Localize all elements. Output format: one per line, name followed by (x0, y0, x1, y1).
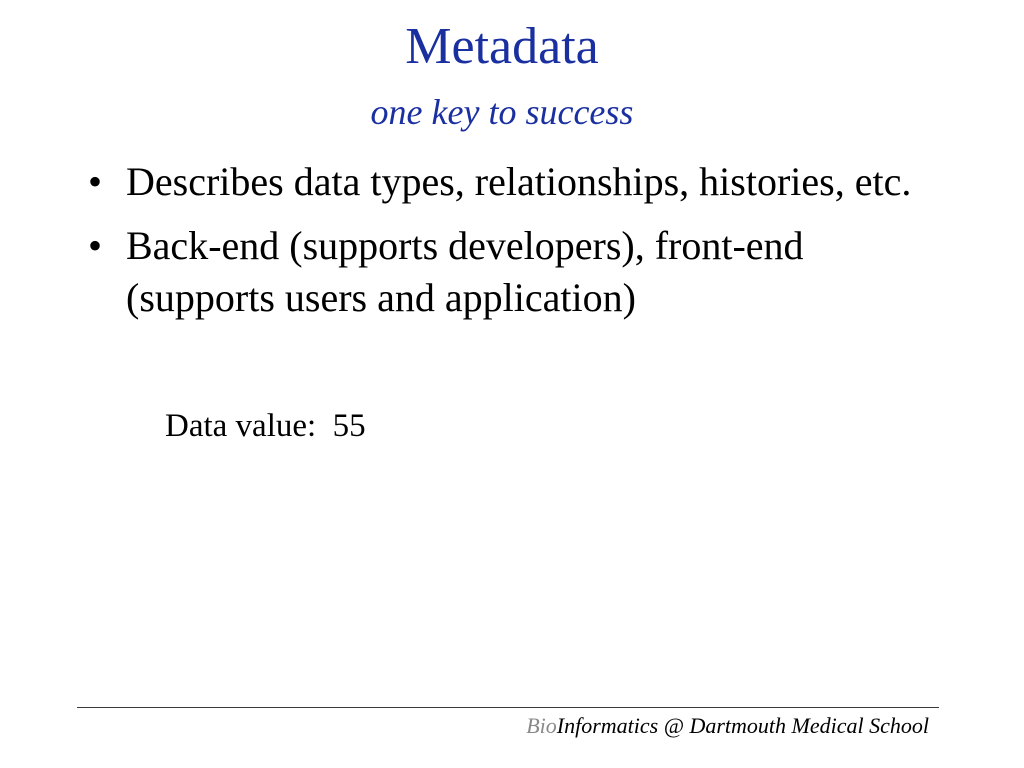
bullet-item (88, 220, 948, 324)
bullet-icon: • (88, 159, 103, 204)
data-value-text: Data value: 55 (165, 408, 366, 444)
slide-subtitle: one key to success (370, 92, 634, 132)
footer-text (526, 712, 929, 740)
slide-title: Metadata (405, 18, 599, 75)
footer-institution: Informatics @ Dartmouth Medical School (556, 713, 929, 738)
bullet-icon: • (88, 223, 103, 268)
footer-divider (77, 707, 939, 708)
bullet-item (88, 156, 948, 208)
bullet-text: Back-end (supports developers), front-end (supports users and application) (126, 223, 804, 320)
bullet-text: Describes data types, relationships, histories, etc. (126, 159, 912, 204)
bullet-list (88, 156, 948, 336)
footer-bio-prefix: Bio (526, 713, 557, 738)
